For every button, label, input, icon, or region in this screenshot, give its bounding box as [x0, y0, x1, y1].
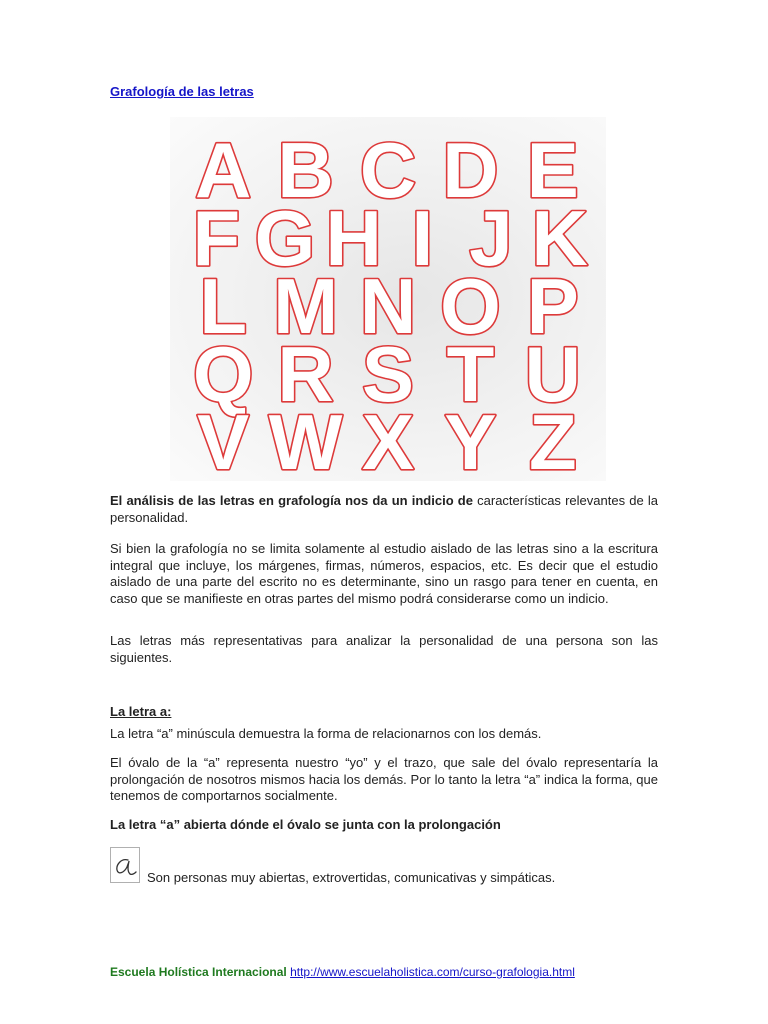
alphabet-letter-f: F — [192, 194, 241, 282]
alphabet-letter-r: R — [277, 330, 334, 418]
intro-rest-text: características relevantes de la personalidad. — [110, 493, 658, 525]
alphabet-letter-a: A — [195, 126, 252, 214]
paragraph-scope: Si bien la grafología no se limita solamente al estudio aislado de las letras sino a la escritura integral que incluye, los márgenes, firmas, números, espacios, etc. Es decir que el estudio aislado de una parte del escrito no es determinante, sino un rasgo para tener en cuenta, en caso que se manifieste en otras partes del mismo podrá considerarse como un indicio. — [110, 541, 658, 606]
section-a-paragraph-1: La letra “a” minúscula demuestra la forma de relacionarnos con los demás. — [110, 726, 542, 741]
handwritten-a-icon — [111, 848, 139, 882]
paragraph-representative-letters: Las letras más representativas para analizar la personalidad de una persona son las siguientes. — [110, 633, 658, 665]
alphabet-letter-s: S — [361, 330, 415, 418]
footer — [110, 965, 575, 979]
alphabet-letter-n: N — [359, 262, 417, 350]
alphabet-letter-y: Y — [444, 398, 497, 481]
intro-paragraph — [110, 493, 658, 526]
intro-bold-text: El análisis de las letras en grafología nos da un indicio de — [110, 493, 473, 508]
alphabet-letter-x: X — [361, 398, 415, 481]
alphabet-letter-l: L — [199, 262, 248, 350]
sample-description: Son personas muy abiertas, extrovertidas, comunicativas y simpáticas. — [147, 870, 556, 885]
section-a-heading: La letra a: — [110, 704, 172, 719]
alphabet-letter-m: M — [273, 262, 339, 350]
alphabet-letter-t: T — [446, 330, 495, 418]
alphabet-letter-g: G — [254, 194, 316, 282]
alphabet-letter-j: J — [469, 194, 513, 282]
footer-link[interactable]: http://www.escuelaholistica.com/curso-grafologia.html — [290, 965, 575, 979]
alphabet-letter-v: V — [197, 398, 250, 481]
alphabet-letter-q: Q — [192, 330, 254, 418]
alphabet-letter-p: P — [526, 262, 579, 350]
alphabet-letters-svg — [170, 117, 606, 481]
section-a-subheading: La letra “a” abierta dónde el óvalo se junta con la prolongación — [110, 817, 501, 832]
alphabet-letter-k: K — [531, 194, 588, 282]
alphabet-letter-b: B — [277, 126, 334, 214]
alphabet-letter-d: D — [442, 126, 499, 214]
alphabet-letter-i: I — [411, 194, 434, 282]
handwritten-a-sample — [110, 847, 140, 883]
alphabet-letter-w: W — [268, 398, 343, 481]
alphabet-illustration — [170, 117, 606, 481]
section-a-paragraph-2: El óvalo de la “a” representa nuestro “yo” y el trazo, que sale del óvalo representaría la prolongación de nosotros mismos hacia los demás. Por lo tanto la letra “a” indica la forma, que tenemos de comportarnos socialmente. — [110, 755, 658, 803]
alphabet-letter-h: H — [325, 194, 382, 282]
alphabet-letter-u: U — [524, 330, 581, 418]
alphabet-letter-o: O — [440, 262, 501, 350]
page-title: Grafología de las letras — [110, 84, 254, 99]
footer-organization: Escuela Holística Internacional — [110, 965, 287, 979]
alphabet-letter-c: C — [359, 126, 417, 214]
alphabet-letter-e: E — [526, 126, 579, 214]
alphabet-letter-z: Z — [528, 398, 577, 481]
